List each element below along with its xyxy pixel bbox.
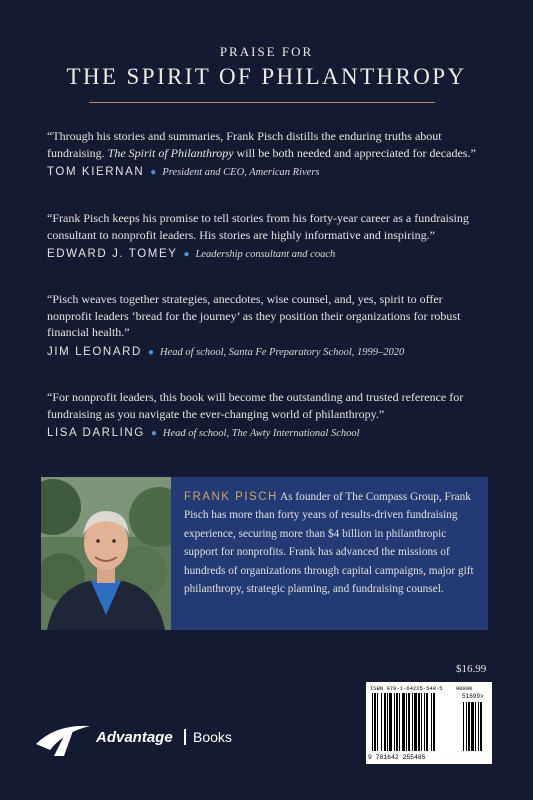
endorser-name: JIM LEONARD xyxy=(47,345,142,358)
bullet-icon: ● xyxy=(147,346,154,358)
price-label: $16.99 xyxy=(456,663,487,675)
quote-text: “Frank Pisch keeps his promise to tell stories from his forty-year career as a fundraising consultant to nonprofit leaders. His stories are highly informative and inspiring.” xyxy=(47,211,469,242)
price-code: 51699> xyxy=(462,693,484,700)
bullet-icon: ● xyxy=(183,249,190,260)
quote-attribution xyxy=(47,425,489,443)
author-photo xyxy=(41,477,171,630)
book-title-italic: The Spirit of Philanthropy xyxy=(107,145,234,160)
endorser-role: Head of school, The Awty International School xyxy=(162,428,360,439)
quote-text: “Through his stories and summaries, Frank Pisch distills the enduring truths about fundraising. The Spirit of Philanthropy will be both needed and appreciated for decades.” xyxy=(47,129,476,160)
endorsement-quote-1 xyxy=(47,128,489,182)
praise-for-label: PRAISE FOR xyxy=(219,44,314,59)
endorser-name: TOM KIERNAN xyxy=(47,166,145,178)
bullet-icon: ● xyxy=(150,167,157,178)
author-portrait-illustration xyxy=(41,477,171,630)
quote-attribution xyxy=(47,344,489,362)
praise-header xyxy=(0,44,533,90)
endorser-name: EDWARD J. TOMEY xyxy=(47,248,178,260)
quote-attribution xyxy=(47,164,489,182)
publisher-wordmark: Advantage xyxy=(96,729,173,746)
endorser-name: LISA DARLING xyxy=(47,427,145,439)
author-name: FRANK PISCH xyxy=(184,491,278,503)
publisher-imprint: Books xyxy=(193,729,232,745)
isbn-line: ISBN 978-1-64225-548-5 90000 xyxy=(370,685,473,692)
isbn-barcode xyxy=(366,682,492,764)
logo-divider xyxy=(184,729,186,745)
endorser-role: Leadership consultant and coach xyxy=(195,249,336,260)
endorsement-quote-4 xyxy=(47,389,489,443)
endorser-role: President and CEO, American Rivers xyxy=(162,167,320,178)
quote-text: “For nonprofit leaders, this book will become the outstanding and trusted reference for fundraising as you navigate the ever-changing world of philanthropy.” xyxy=(47,390,464,421)
endorsement-quote-2 xyxy=(47,210,489,264)
quote-text: “Pisch weaves together strategies, anecdotes, wise counsel, and, yes, spirit to offer nonprofit leaders ‘bread for the journey’ as they position their organizations for robust financial health.” xyxy=(47,292,461,339)
quote-attribution xyxy=(47,246,489,264)
endorsement-quote-3 xyxy=(47,291,489,361)
advantage-swoosh-icon xyxy=(34,720,94,760)
gold-divider xyxy=(89,102,435,103)
bio-body: As founder of The Compass Group, Frank Pisch has more than forty years of results-driven fundraising experience, securing more than $4 billion in philanthropic support for nonprofits. Frank has advanced the missions of hundreds of organizations through capital campaigns, major gift philanthropy, strategic planning, and fundraising counsel. xyxy=(184,491,474,596)
author-bio xyxy=(184,488,480,598)
bullet-icon: ● xyxy=(150,428,157,439)
book-title: THE SPIRIT OF PHILANTHROPY xyxy=(66,64,467,89)
barcode-digits: 9 781642 255485 xyxy=(368,754,426,761)
author-bio-panel xyxy=(41,477,488,630)
endorser-role: Head of school, Santa Fe Preparatory School, 1999–2020 xyxy=(159,346,405,358)
